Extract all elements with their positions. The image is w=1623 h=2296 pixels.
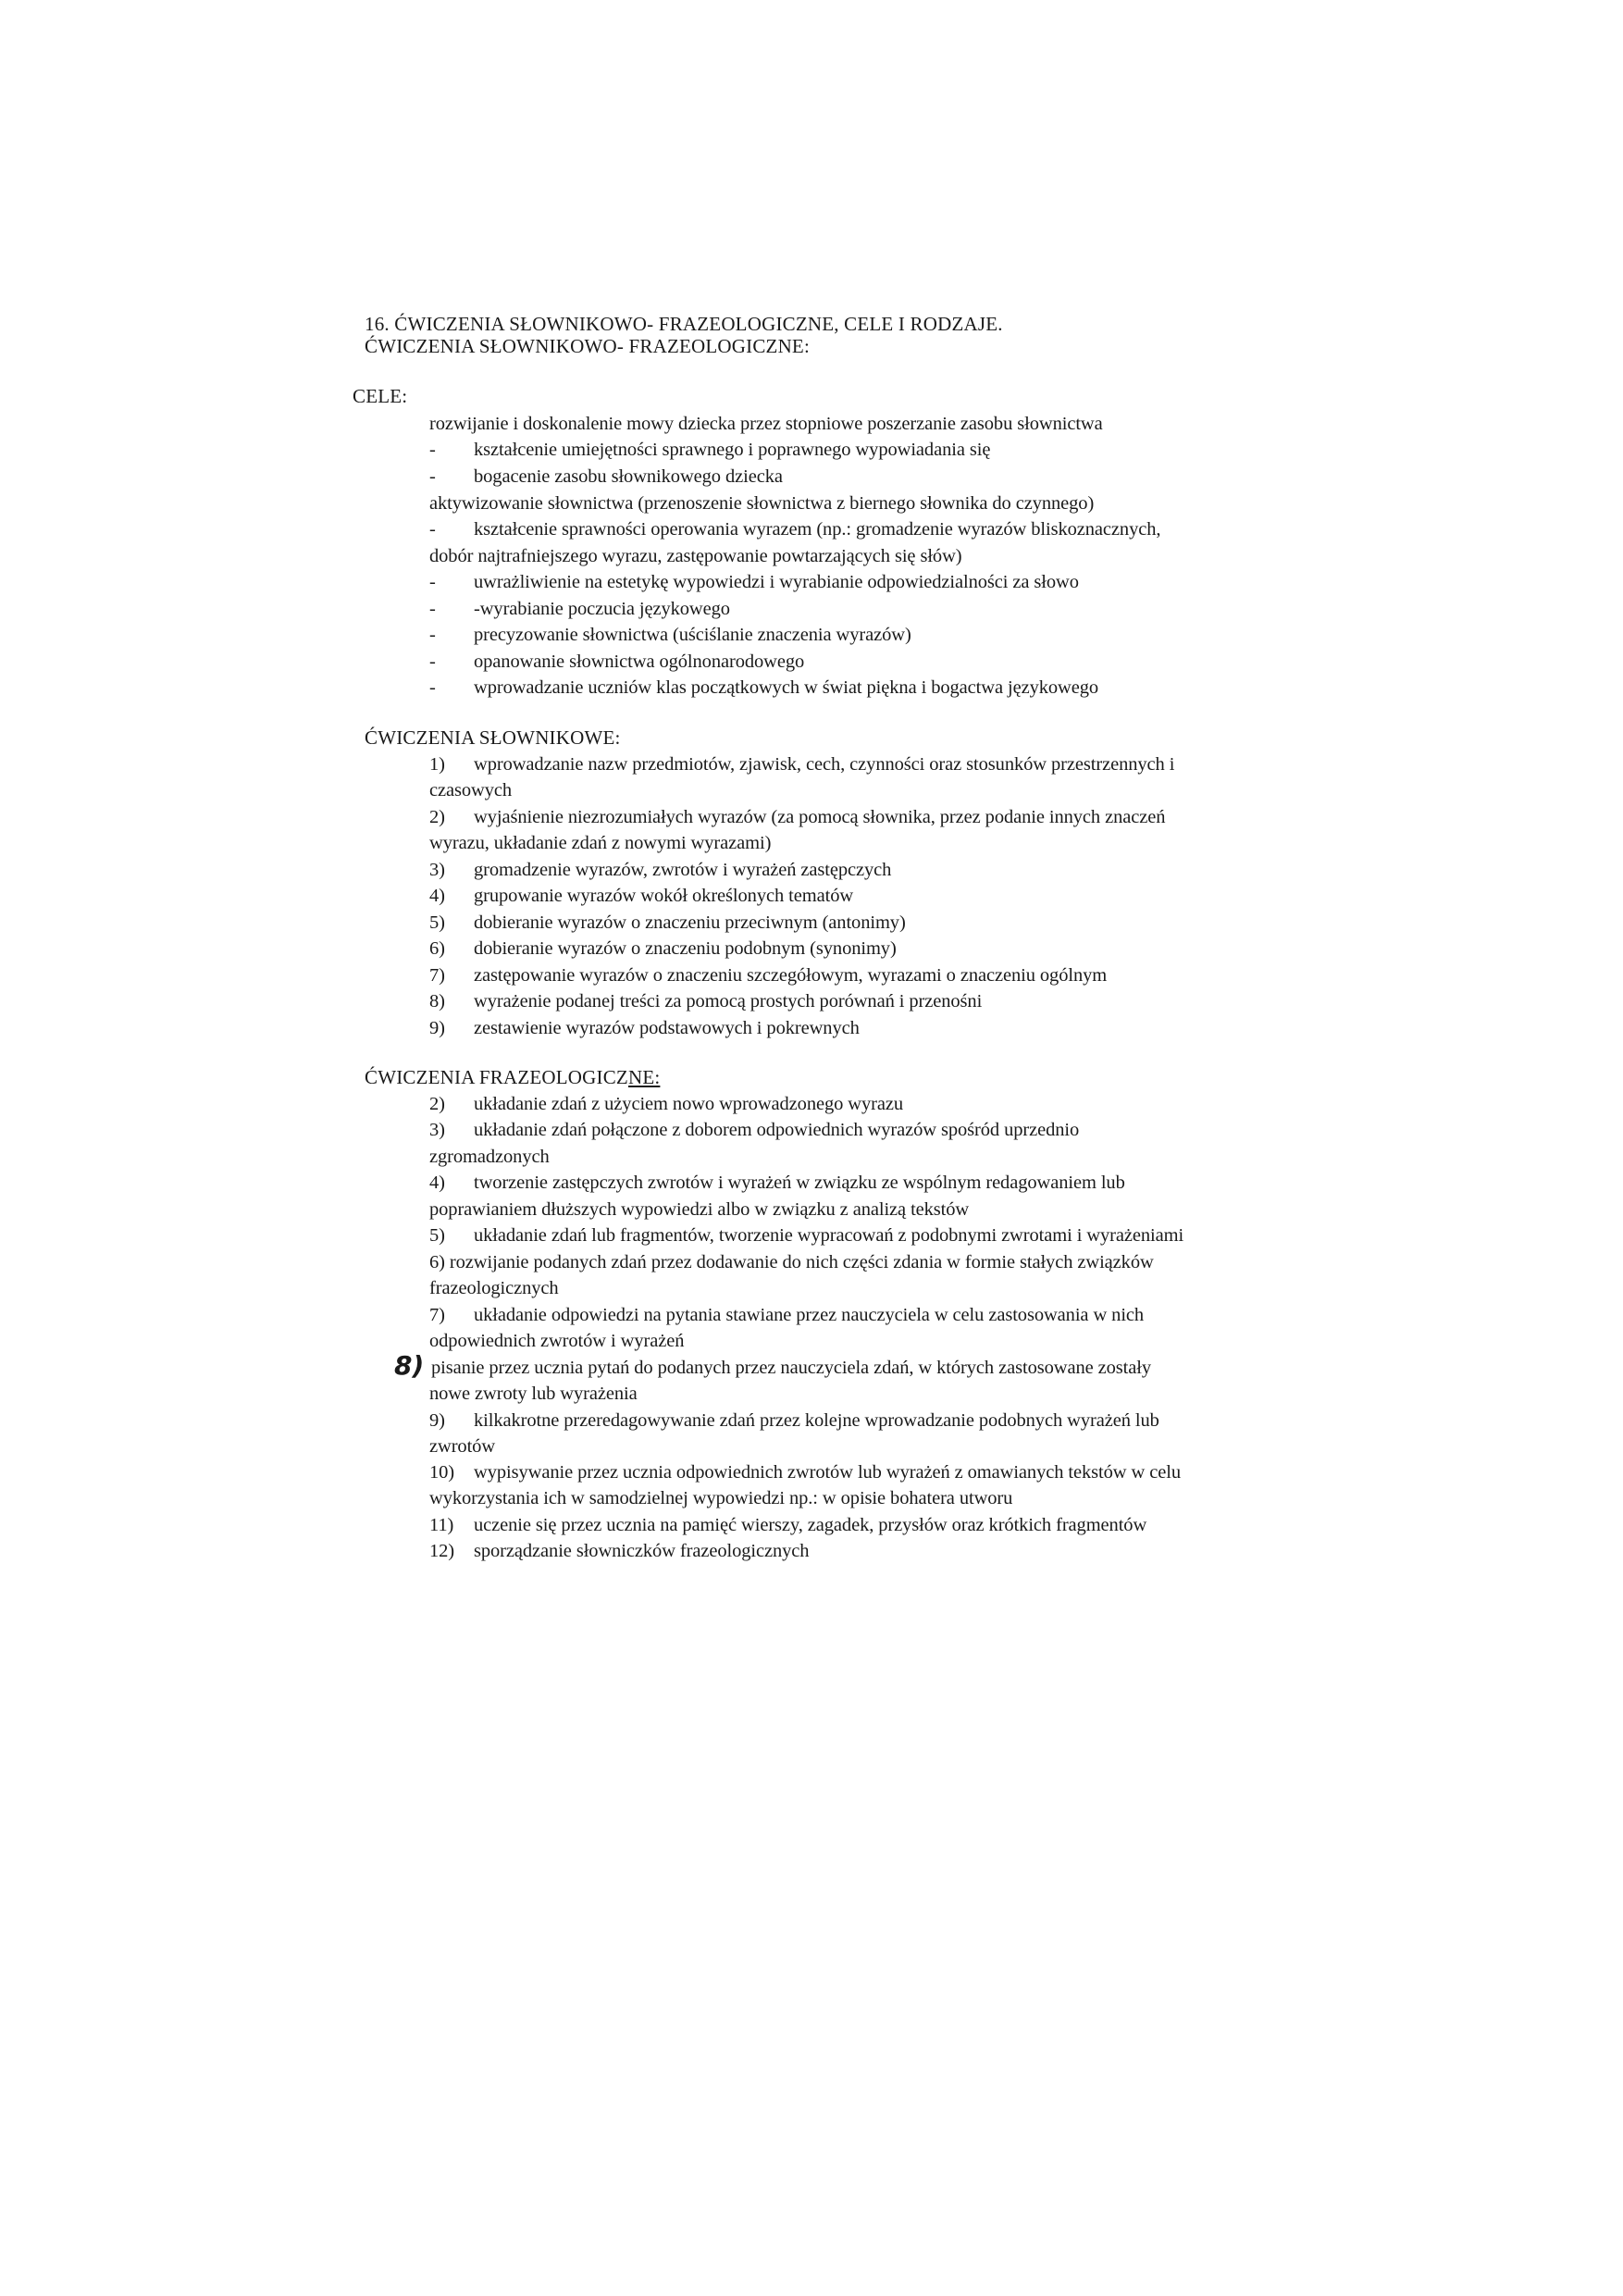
frazeologiczne-item: 2) układanie zdań z użyciem nowo wprowadzonego wyrazu [429,1094,904,1114]
cele-item: - opanowanie słownictwa ogólnonarodowego [429,649,804,675]
bullet-dash: - [429,466,436,487]
frazeologiczne-item-continuation: wykorzystania ich w samodzielnej wypowiedzi np.: w opisie bohatera utworu [429,1488,1013,1508]
frazeologiczne-item: 3) układanie zdań połączone z doborem odpowiednich wyrazów spośród uprzednio [429,1120,1080,1140]
frazeologiczne-item: 9) kilkakrotne przeredagowywanie zdań przez kolejne wprowadzanie podobnych wyrażeń lub [429,1410,1159,1431]
bullet-dash: - [429,572,436,592]
cele-item: rozwijanie i doskonalenie mowy dziecka przez stopniowe poszerzanie zasobu słownictwa [429,414,1103,434]
frazeologiczne-item-continuation: odpowiednich zwrotów i wyrażeń [429,1331,685,1351]
cele-item: - kształcenie umiejętności sprawnego i poprawnego wypowiadania się [429,437,990,463]
bullet-dash: - [429,519,436,540]
bullet-dash: - [429,652,436,672]
cele-item: - wprowadzanie uczniów klas początkowych w świat piękna i bogactwa językowego [429,675,1098,701]
frazeologiczne-item: 7) układanie odpowiedzi na pytania stawiane przez nauczyciela w celu zastosowania w nich [429,1305,1145,1325]
item-number-8-bold: 8) [394,1350,425,1381]
cele-item-continuation: dobór najtrafniejszego wyrazu, zastępowanie powtarzających się słów) [429,546,962,566]
frazeologiczne-item: 6) rozwijanie podanych zdań przez dodawanie do nich części zdania w formie stałych związków [429,1252,1154,1272]
frazeologiczne-item-continuation: nowe zwroty lub wyrażenia [429,1384,638,1404]
frazeologiczne-item: pisanie przez ucznia pytań do podanych przez nauczyciela zdań, w których zastosowane zostały [431,1358,1151,1378]
slownikowe-item: 3) gromadzenie wyrazów, zwrotów i wyrażeń zastępczych [429,860,892,880]
cele-item: - uwrażliwienie na estetykę wypowiedzi i wyrabianie odpowiedzialności za słowo [429,569,1079,595]
cele-item: - -wyrabianie poczucia językowego [429,596,730,622]
frazeologiczne-item: 12) sporządzanie słowniczków frazeologicznych [429,1541,810,1561]
cele-item: aktywizowanie słownictwa (przenoszenie słownictwa z biernego słownika do czynnego) [429,493,1095,514]
slownikowe-item: 6) dobieranie wyrazów o znaczeniu podobnym (synonimy) [429,938,897,959]
frazeologiczne-item: 10) wypisywanie przez ucznia odpowiednich zwrotów lub wyrażeń z omawianych tekstów w celu [429,1462,1181,1483]
frazeologiczne-item-continuation: frazeologicznych [429,1278,559,1298]
slownikowe-item-continuation: wyrazu, układanie zdań z nowymi wyrazami) [429,833,772,853]
slownikowe-item: 7) zastępowanie wyrazów o znaczeniu szczegółowym, wyrazami o znaczeniu ogólnym [429,965,1108,986]
cele-item: - bogacenie zasobu słownikowego dziecka [429,464,783,490]
frazeologiczne-item: 11) uczenie się przez ucznia na pamięć wierszy, zagadek, przysłów oraz krótkich fragmentów [429,1515,1147,1535]
slownikowe-item: 2) wyjaśnienie niezrozumiałych wyrazów (za pomocą słownika, przez podanie innych znaczeń [429,807,1166,827]
slownikowe-item: 1) wprowadzanie nazw przedmiotów, zjawisk, cech, czynności oraz stosunków przestrzennych i [429,754,1175,775]
frazeologiczne-item-continuation: zwrotów [429,1436,496,1457]
slownikowe-item: 9) zestawienie wyrazów podstawowych i pokrewnych [429,1018,860,1038]
document-subtitle: ĆWICZENIA SŁOWNIKOWO- FRAZEOLOGICZNE: [365,335,810,357]
frazeologiczne-heading: ĆWICZENIA FRAZEOLOGICZNE: [365,1066,661,1088]
slownikowe-heading: ĆWICZENIA SŁOWNIKOWE: [365,726,621,749]
slownikowe-item: 8) wyrażenie podanej treści za pomocą prostych porównań i przenośni [429,991,983,1011]
slownikowe-item: 5) dobieranie wyrazów o znaczeniu przeciwnym (antonimy) [429,912,906,933]
bullet-dash: - [429,440,436,460]
bullet-dash: - [429,625,436,645]
slownikowe-item-continuation: czasowych [429,780,513,800]
frazeologiczne-item: 4) tworzenie zastępczych zwrotów i wyrażeń w związku ze wspólnym redagowaniem lub [429,1173,1125,1193]
frazeologiczne-item-continuation: zgromadzonych [429,1147,550,1167]
slownikowe-item: 4) grupowanie wyrazów wokół określonych tematów [429,886,854,906]
document-title: 16. ĆWICZENIA SŁOWNIKOWO- FRAZEOLOGICZNE, CELE I RODZAJE. [365,313,1003,335]
bullet-dash: - [429,677,436,698]
frazeologiczne-item: 5) układanie zdań lub fragmentów, tworzenie wypracowań z podobnymi zwrotami i wyrażeniami [429,1225,1184,1246]
frazeologiczne-item-continuation: poprawianiem dłuższych wypowiedzi albo w związku z analizą tekstów [429,1199,970,1220]
cele-heading: CELE: [353,385,408,407]
cele-item: - precyzowanie słownictwa (uściślanie znaczenia wyrazów) [429,622,911,648]
bullet-dash: - [429,599,436,619]
cele-item: - kształcenie sprawności operowania wyrazem (np.: gromadzenie wyrazów bliskoznacznych, [429,516,1160,542]
